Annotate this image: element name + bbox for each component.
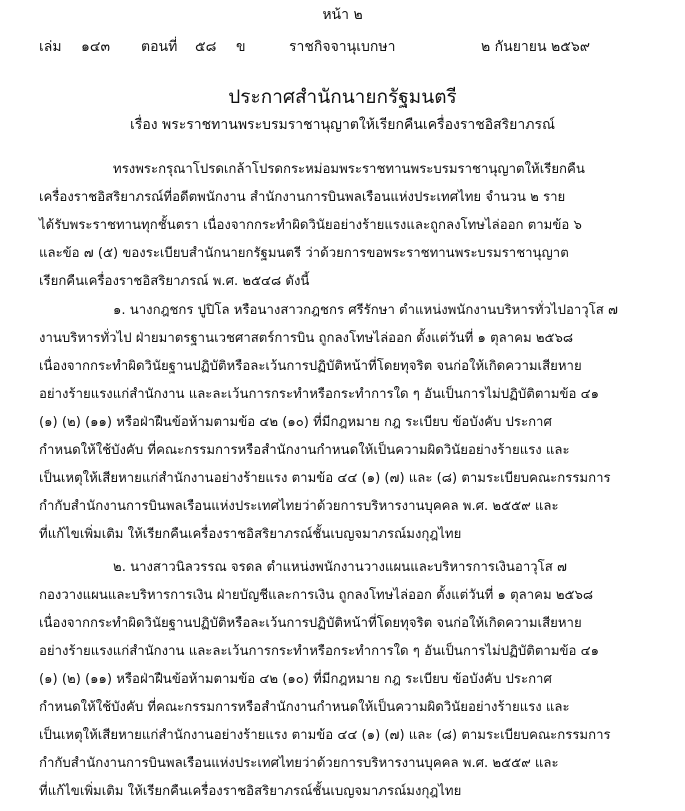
body-line: ๑. นางกฎชกร ปูปิโล หรือนางสาวกฎชกร ศรีรักษา ตำแหน่งพนักงานบริหารทั่วไปอาวุโส ๗	[113, 303, 618, 318]
announcement-subject: เรื่อง พระราชทานพระบรมราชานุญาตให้เรียกคืนเครื่องราชอิสริยาภรณ์	[130, 117, 555, 133]
volume-number: ๑๔๓	[81, 39, 111, 55]
announcement-title: ประกาศสำนักนายกรัฐมนตรี	[228, 86, 457, 108]
body-line: เนื่องจากกระทำผิดวินัยฐานปฏิบัติหรือละเว้นการปฏิบัติหน้าที่โดยทุจริต จนก่อให้เกิดความเสียหาย	[39, 616, 582, 631]
body-line: ที่แก้ไขเพิ่มเติม ให้เรียกคืนเครื่องราชอิสริยาภรณ์ชั้นเบญจมาภรณ์มงกุฎไทย	[39, 784, 462, 799]
body-line: กำกับสำนักงานการบินพลเรือนแห่งประเทศไทยว่าด้วยการบริหารงานบุคคล พ.ศ. ๒๕๕๙ และ	[39, 756, 559, 771]
gazette-name: ราชกิจจานุเบกษา	[289, 39, 396, 55]
body-line: อย่างร้ายแรงแก่สำนักงาน และละเว้นการกระทำหรือกระทำการใด ๆ อันเป็นการไม่ปฏิบัติตามข้อ ๔๑	[39, 644, 600, 659]
body-line: กองวางแผนและบริหารการเงิน ฝ่ายบัญชีและการเงิน ถูกลงโทษไล่ออก ตั้งแต่วันที่ ๑ ตุลาคม ๒๕๖๘	[39, 588, 594, 603]
body-line: ได้รับพระราชทานทุกชั้นตรา เนื่องจากกระทำผิดวินัยอย่างร้ายแรงและถูกลงโทษไล่ออก ตามข้อ ๖	[39, 218, 582, 233]
body-line: (๑) (๒) (๑๑) หรือฝ่าฝืนข้อห้ามตามข้อ ๔๒ (๑๐) ที่มีกฎหมาย กฎ ระเบียบ ข้อบังคับ ประกาศ	[39, 672, 552, 687]
section-number: ๕๘	[195, 39, 217, 55]
gazette-header	[0, 36, 685, 60]
body-line: กำกับสำนักงานการบินพลเรือนแห่งประเทศไทยว่าด้วยการบริหารงานบุคคล พ.ศ. ๒๕๕๙ และ	[39, 499, 559, 514]
body-line: เป็นเหตุให้เสียหายแก่สำนักงานอย่างร้ายแรง ตามข้อ ๔๔ (๑) (๗) และ (๘) ตามระเบียบคณะกรรมการ	[39, 471, 611, 486]
body-line: ๒. นางสาวนิลวรรณ จรดล ตำแหน่งพนักงานวางแผนและบริหารการเงินอาวุโส ๗	[113, 560, 567, 575]
section-label: ตอนที่	[141, 39, 178, 55]
body-line: เนื่องจากกระทำผิดวินัยฐานปฏิบัติหรือละเว้นการปฏิบัติหน้าที่โดยทุจริต จนก่อให้เกิดความเสียหาย	[39, 359, 582, 374]
body-line: และข้อ ๗ (๕) ของระเบียบสำนักนายกรัฐมนตรี ว่าด้วยการขอพระราชทานพระบรมราชานุญาต	[39, 246, 569, 261]
body-line: (๑) (๒) (๑๑) หรือฝ่าฝืนข้อห้ามตามข้อ ๔๒ (๑๐) ที่มีกฎหมาย กฎ ระเบียบ ข้อบังคับ ประกาศ	[39, 415, 552, 430]
body-line: กำหนดให้ใช้บังคับ ที่คณะกรรมการหรือสำนักงานกำหนดให้เป็นความผิดวินัยอย่างร้ายแรง และ	[39, 700, 570, 715]
publication-date: ๒ กันยายน ๒๕๖๙	[481, 39, 590, 55]
volume-label: เล่ม	[39, 39, 62, 55]
body-line: เป็นเหตุให้เสียหายแก่สำนักงานอย่างร้ายแรง ตามข้อ ๔๔ (๑) (๗) และ (๘) ตามระเบียบคณะกรรมการ	[39, 728, 611, 743]
body-line: งานบริหารทั่วไป ฝ่ายมาตรฐานเวชศาสตร์การบิน ถูกลงโทษไล่ออก ตั้งแต่วันที่ ๑ ตุลาคม ๒๕๖๘	[39, 331, 574, 346]
page-number: หน้า ๒	[322, 7, 363, 23]
body-line: อย่างร้ายแรงแก่สำนักงาน และละเว้นการกระทำหรือกระทำการใด ๆ อันเป็นการไม่ปฏิบัติตามข้อ ๔๑	[39, 387, 600, 402]
body-line: กำหนดให้ใช้บังคับ ที่คณะกรรมการหรือสำนักงานกำหนดให้เป็นความผิดวินัยอย่างร้ายแรง และ	[39, 443, 570, 458]
body-line: เครื่องราชอิสริยาภรณ์ที่อดีตพนักงาน สำนักงานการบินพลเรือนแห่งประเทศไทย จำนวน ๒ ราย	[39, 190, 566, 205]
body-line: เรียกคืนเครื่องราชอิสริยาภรณ์ พ.ศ. ๒๕๔๘ ดังนี้	[39, 274, 310, 289]
body-line: ที่แก้ไขเพิ่มเติม ให้เรียกคืนเครื่องราชอิสริยาภรณ์ชั้นเบญจมาภรณ์มงกุฎไทย	[39, 527, 462, 542]
body-line: ทรงพระกรุณาโปรดเกล้าโปรดกระหม่อมพระราชทานพระบรมราชานุญาตให้เรียกคืน	[113, 162, 585, 177]
section-kind: ข	[236, 39, 246, 55]
